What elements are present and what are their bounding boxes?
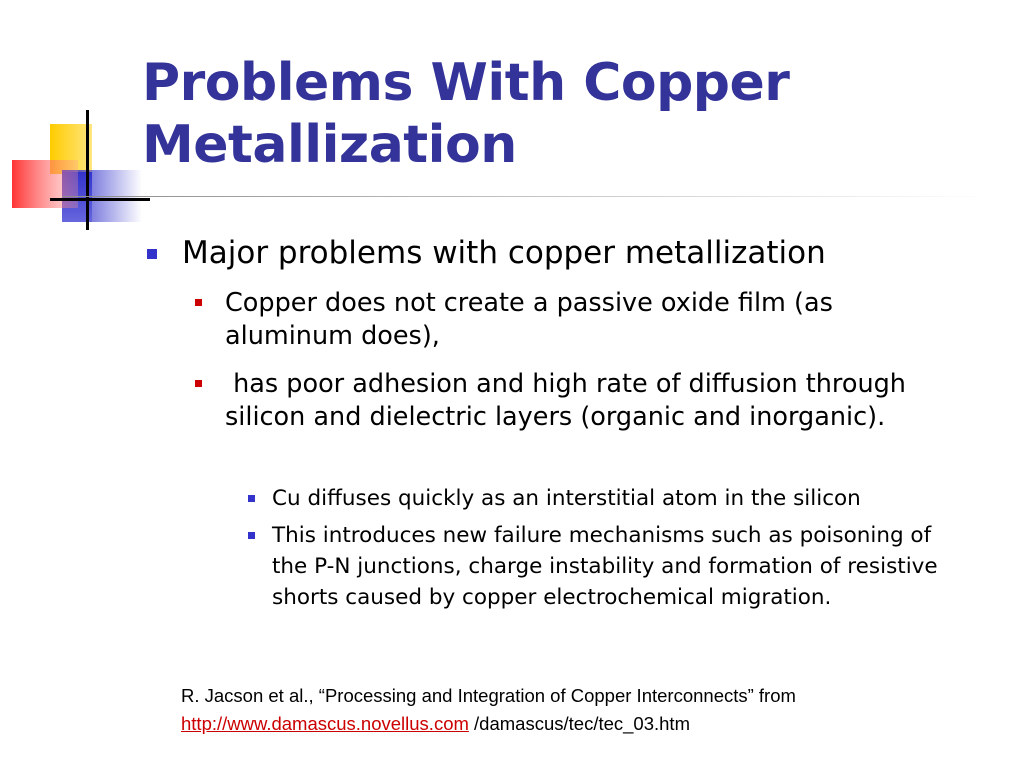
- bullet-square-icon: [248, 532, 255, 539]
- bullet-sub-2-child-2-text: This introduces new failure mechanisms such as poisoning of the P-N junctions, charge instability and formation of resistive shorts caused by copper electrochemical migration.: [272, 523, 938, 610]
- bullet-main-text: Major problems with copper metallization: [182, 235, 826, 271]
- reference-prefix: R. Jacson et al., “Processing and Integration of Copper Interconnects” from: [181, 685, 796, 706]
- title-divider: [62, 196, 992, 197]
- reference-link[interactable]: http://www.damascus.novellus.com: [181, 713, 469, 734]
- title-line-1: Problems With Copper: [142, 53, 790, 113]
- bullet-sub-2-text: has poor adhesion and high rate of diffusion through silicon and dielectric layers (organic and inorganic).: [225, 369, 915, 432]
- slide-title: [142, 52, 1002, 176]
- bullet-sub-1-text: Copper does not create a passive oxide film (as aluminum does),: [225, 288, 833, 351]
- bullet-square-icon: [248, 495, 255, 502]
- bullet-square-icon: [195, 380, 202, 387]
- bullet-square-icon: [147, 249, 157, 259]
- decorative-logo-icon: [0, 100, 160, 230]
- bullet-square-icon: [195, 299, 202, 306]
- reference-citation: [181, 682, 1001, 738]
- bullet-sub-2-child-1-text: Cu diffuses quickly as an interstitial atom in the silicon: [272, 486, 861, 511]
- title-line-2: Metallization: [142, 115, 517, 175]
- reference-suffix: /damascus/tec/tec_03.htm: [468, 713, 690, 734]
